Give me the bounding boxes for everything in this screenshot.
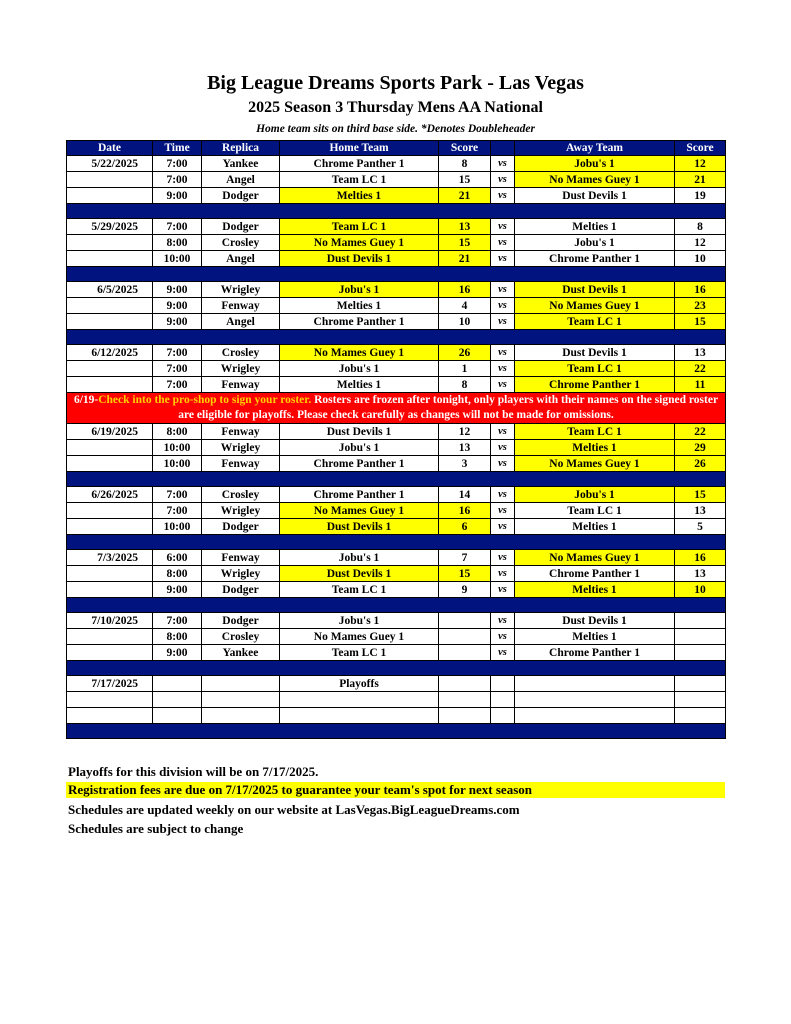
vs-label: vs xyxy=(491,188,515,204)
vs-label: vs xyxy=(491,440,515,456)
home-team: No Mames Guey 1 xyxy=(280,629,439,645)
game-row xyxy=(67,377,726,393)
away-team: Melties 1 xyxy=(515,440,675,456)
game-row xyxy=(67,361,726,377)
game-time: 7:00 xyxy=(153,156,202,172)
game-time xyxy=(153,708,202,724)
game-date: 6/19/2025 xyxy=(67,424,153,440)
away-team xyxy=(515,692,675,708)
game-time: 7:00 xyxy=(153,172,202,188)
home-team: Chrome Panther 1 xyxy=(280,314,439,330)
away-score: 21 xyxy=(675,172,726,188)
vs-label: vs xyxy=(491,629,515,645)
home-score: 1 xyxy=(439,361,491,377)
roster-notice xyxy=(67,393,726,424)
game-replica: Fenway xyxy=(202,550,280,566)
away-score xyxy=(675,613,726,629)
home-score: 4 xyxy=(439,298,491,314)
away-team xyxy=(515,676,675,692)
home-score: 21 xyxy=(439,251,491,267)
separator-bar xyxy=(67,724,726,739)
home-score: 14 xyxy=(439,487,491,503)
away-score: 26 xyxy=(675,456,726,472)
schedule-body xyxy=(67,156,726,739)
home-score: 12 xyxy=(439,424,491,440)
game-replica: Fenway xyxy=(202,456,280,472)
game-replica: Wrigley xyxy=(202,282,280,298)
away-score: 29 xyxy=(675,440,726,456)
game-replica xyxy=(202,676,280,692)
away-score: 8 xyxy=(675,219,726,235)
away-score: 10 xyxy=(675,582,726,598)
game-row xyxy=(67,298,726,314)
week-separator xyxy=(67,598,726,613)
away-team: Melties 1 xyxy=(515,629,675,645)
game-replica: Wrigley xyxy=(202,361,280,377)
away-score xyxy=(675,676,726,692)
vs-label xyxy=(491,676,515,692)
notice-date: 6/19- xyxy=(73,394,99,406)
away-team xyxy=(515,708,675,724)
game-time: 10:00 xyxy=(153,251,202,267)
home-score: 15 xyxy=(439,566,491,582)
game-replica: Crosley xyxy=(202,629,280,645)
vs-label: vs xyxy=(491,424,515,440)
away-team: Team LC 1 xyxy=(515,424,675,440)
away-team: Team LC 1 xyxy=(515,503,675,519)
away-score: 16 xyxy=(675,550,726,566)
separator-bar xyxy=(67,472,726,487)
vs-label: vs xyxy=(491,645,515,661)
game-row xyxy=(67,629,726,645)
game-replica: Dodger xyxy=(202,219,280,235)
home-team: Jobu's 1 xyxy=(280,550,439,566)
roster-notice-row xyxy=(67,393,726,424)
game-time: 8:00 xyxy=(153,629,202,645)
home-team: Team LC 1 xyxy=(280,172,439,188)
col-time: Time xyxy=(153,141,202,156)
game-replica: Fenway xyxy=(202,298,280,314)
game-replica: Fenway xyxy=(202,424,280,440)
col-home-score: Score xyxy=(439,141,491,156)
home-score: 16 xyxy=(439,282,491,298)
home-score: 15 xyxy=(439,172,491,188)
col-away-score: Score xyxy=(675,141,726,156)
away-team: No Mames Guey 1 xyxy=(515,172,675,188)
vs-label: vs xyxy=(491,345,515,361)
vs-label: vs xyxy=(491,550,515,566)
game-date xyxy=(67,235,153,251)
vs-label: vs xyxy=(491,456,515,472)
away-team: Dust Devils 1 xyxy=(515,282,675,298)
home-score xyxy=(439,692,491,708)
home-team: Jobu's 1 xyxy=(280,282,439,298)
home-team: No Mames Guey 1 xyxy=(280,345,439,361)
home-team: Chrome Panther 1 xyxy=(280,156,439,172)
vs-label: vs xyxy=(491,219,515,235)
vs-label xyxy=(491,692,515,708)
game-date xyxy=(67,377,153,393)
game-date xyxy=(67,566,153,582)
game-row xyxy=(67,487,726,503)
game-row xyxy=(67,156,726,172)
game-replica: Fenway xyxy=(202,377,280,393)
away-score: 13 xyxy=(675,345,726,361)
home-team: No Mames Guey 1 xyxy=(280,503,439,519)
home-score: 15 xyxy=(439,235,491,251)
game-replica: Angel xyxy=(202,314,280,330)
home-team: Jobu's 1 xyxy=(280,361,439,377)
away-score: 13 xyxy=(675,566,726,582)
away-score: 15 xyxy=(675,314,726,330)
home-team: Team LC 1 xyxy=(280,645,439,661)
away-team: No Mames Guey 1 xyxy=(515,550,675,566)
page-subtitle: 2025 Season 3 Thursday Mens AA National xyxy=(248,99,543,116)
game-time: 7:00 xyxy=(153,361,202,377)
game-replica: Wrigley xyxy=(202,440,280,456)
header-row xyxy=(67,141,726,156)
home-score: 8 xyxy=(439,377,491,393)
away-score: 5 xyxy=(675,519,726,535)
game-row xyxy=(67,424,726,440)
away-team: Chrome Panther 1 xyxy=(515,645,675,661)
vs-label xyxy=(491,708,515,724)
game-replica: Dodger xyxy=(202,519,280,535)
home-team: Melties 1 xyxy=(280,377,439,393)
home-team: Jobu's 1 xyxy=(280,440,439,456)
away-team: Chrome Panther 1 xyxy=(515,251,675,267)
game-replica: Yankee xyxy=(202,156,280,172)
away-score: 19 xyxy=(675,188,726,204)
change-note: Schedules are subject to change xyxy=(68,821,244,836)
vs-label: vs xyxy=(491,377,515,393)
game-row xyxy=(67,219,726,235)
game-date xyxy=(67,172,153,188)
away-team: Chrome Panther 1 xyxy=(515,377,675,393)
game-time: 7:00 xyxy=(153,377,202,393)
week-separator xyxy=(67,661,726,676)
home-team: Melties 1 xyxy=(280,188,439,204)
away-team: Melties 1 xyxy=(515,582,675,598)
game-date: 6/12/2025 xyxy=(67,345,153,361)
away-score: 15 xyxy=(675,487,726,503)
home-score: 3 xyxy=(439,456,491,472)
away-team: No Mames Guey 1 xyxy=(515,298,675,314)
game-row xyxy=(67,235,726,251)
home-team: Dust Devils 1 xyxy=(280,519,439,535)
game-date: 5/29/2025 xyxy=(67,219,153,235)
game-date xyxy=(67,645,153,661)
away-score xyxy=(675,692,726,708)
home-team xyxy=(280,692,439,708)
vs-label: vs xyxy=(491,235,515,251)
vs-label: vs xyxy=(491,298,515,314)
home-score: 9 xyxy=(439,582,491,598)
away-score xyxy=(675,629,726,645)
game-row xyxy=(67,314,726,330)
away-score: 11 xyxy=(675,377,726,393)
home-score: 10 xyxy=(439,314,491,330)
game-date: 7/10/2025 xyxy=(67,613,153,629)
home-score: 7 xyxy=(439,550,491,566)
home-team: Dust Devils 1 xyxy=(280,566,439,582)
game-date xyxy=(67,692,153,708)
home-team: Dust Devils 1 xyxy=(280,251,439,267)
game-date xyxy=(67,440,153,456)
away-team: Team LC 1 xyxy=(515,314,675,330)
col-away-team: Away Team xyxy=(515,141,675,156)
home-team: Playoffs xyxy=(280,676,439,692)
game-row xyxy=(67,519,726,535)
home-team: Team LC 1 xyxy=(280,219,439,235)
vs-label: vs xyxy=(491,156,515,172)
home-score: 21 xyxy=(439,188,491,204)
game-time: 7:00 xyxy=(153,219,202,235)
game-time: 10:00 xyxy=(153,519,202,535)
away-team: Dust Devils 1 xyxy=(515,613,675,629)
game-row xyxy=(67,550,726,566)
game-time xyxy=(153,676,202,692)
game-time: 9:00 xyxy=(153,314,202,330)
game-time: 10:00 xyxy=(153,456,202,472)
game-row xyxy=(67,188,726,204)
home-team: Chrome Panther 1 xyxy=(280,456,439,472)
separator-bar xyxy=(67,598,726,613)
away-score: 13 xyxy=(675,503,726,519)
game-date xyxy=(67,361,153,377)
game-date xyxy=(67,582,153,598)
away-team: Dust Devils 1 xyxy=(515,345,675,361)
game-row xyxy=(67,251,726,267)
playoffs-note: Playoffs for this division will be on 7/17/2025. xyxy=(68,764,319,779)
vs-label: vs xyxy=(491,251,515,267)
home-team: Dust Devils 1 xyxy=(280,424,439,440)
week-separator xyxy=(67,204,726,219)
game-date xyxy=(67,188,153,204)
game-row xyxy=(67,645,726,661)
col-vs xyxy=(491,141,515,156)
game-replica: Wrigley xyxy=(202,566,280,582)
game-time: 9:00 xyxy=(153,188,202,204)
game-time: 8:00 xyxy=(153,566,202,582)
vs-label: vs xyxy=(491,361,515,377)
week-separator xyxy=(67,535,726,550)
notice-checkin: Check into the pro-shop to sign your roster. xyxy=(98,394,312,406)
game-time: 7:00 xyxy=(153,503,202,519)
home-team: No Mames Guey 1 xyxy=(280,235,439,251)
game-time: 9:00 xyxy=(153,298,202,314)
game-time: 7:00 xyxy=(153,345,202,361)
page-title: Big League Dreams Sports Park - Las Vegas xyxy=(207,72,584,94)
game-row xyxy=(67,582,726,598)
away-score: 23 xyxy=(675,298,726,314)
vs-label: vs xyxy=(491,566,515,582)
game-row xyxy=(67,440,726,456)
vs-label: vs xyxy=(491,172,515,188)
game-time: 9:00 xyxy=(153,282,202,298)
game-row xyxy=(67,345,726,361)
game-date xyxy=(67,629,153,645)
separator-bar xyxy=(67,330,726,345)
col-replica: Replica xyxy=(202,141,280,156)
away-score: 12 xyxy=(675,235,726,251)
away-score xyxy=(675,645,726,661)
week-separator xyxy=(67,330,726,345)
away-score: 16 xyxy=(675,282,726,298)
game-date: 7/17/2025 xyxy=(67,676,153,692)
game-replica: Crosley xyxy=(202,345,280,361)
week-separator xyxy=(67,267,726,282)
vs-label: vs xyxy=(491,519,515,535)
game-row xyxy=(67,566,726,582)
week-separator xyxy=(67,472,726,487)
vs-label: vs xyxy=(491,282,515,298)
game-time: 8:00 xyxy=(153,235,202,251)
home-score: 8 xyxy=(439,156,491,172)
game-date xyxy=(67,456,153,472)
home-score xyxy=(439,613,491,629)
game-replica: Crosley xyxy=(202,235,280,251)
game-replica: Angel xyxy=(202,251,280,267)
website-note: Schedules are updated weekly on our website at LasVegas.BigLeagueDreams.com xyxy=(68,802,520,817)
away-score: 12 xyxy=(675,156,726,172)
week-separator xyxy=(67,724,726,739)
game-replica: Wrigley xyxy=(202,503,280,519)
game-time: 7:00 xyxy=(153,613,202,629)
away-team: Jobu's 1 xyxy=(515,487,675,503)
away-team: Melties 1 xyxy=(515,219,675,235)
home-score xyxy=(439,629,491,645)
vs-label: vs xyxy=(491,314,515,330)
home-team xyxy=(280,708,439,724)
game-row xyxy=(67,613,726,629)
home-score: 26 xyxy=(439,345,491,361)
game-date xyxy=(67,298,153,314)
home-team: Melties 1 xyxy=(280,298,439,314)
game-time: 9:00 xyxy=(153,645,202,661)
home-score: 13 xyxy=(439,219,491,235)
game-row xyxy=(67,172,726,188)
home-score: 6 xyxy=(439,519,491,535)
away-team: Chrome Panther 1 xyxy=(515,566,675,582)
game-row xyxy=(67,282,726,298)
game-row xyxy=(67,456,726,472)
game-time: 9:00 xyxy=(153,582,202,598)
game-date xyxy=(67,503,153,519)
registration-note: Registration fees are due on 7/17/2025 to guarantee your team's spot for next season xyxy=(66,782,725,798)
game-replica: Dodger xyxy=(202,582,280,598)
game-date xyxy=(67,708,153,724)
game-replica xyxy=(202,708,280,724)
away-score: 22 xyxy=(675,424,726,440)
game-time: 6:00 xyxy=(153,550,202,566)
game-date xyxy=(67,519,153,535)
separator-bar xyxy=(67,267,726,282)
home-score: 13 xyxy=(439,440,491,456)
home-score xyxy=(439,708,491,724)
game-row xyxy=(67,708,726,724)
game-time: 8:00 xyxy=(153,424,202,440)
away-score: 10 xyxy=(675,251,726,267)
separator-bar xyxy=(67,204,726,219)
home-score xyxy=(439,676,491,692)
away-score xyxy=(675,708,726,724)
game-replica xyxy=(202,692,280,708)
separator-bar xyxy=(67,661,726,676)
col-date: Date xyxy=(67,141,153,156)
game-time xyxy=(153,692,202,708)
away-team: Dust Devils 1 xyxy=(515,188,675,204)
game-date: 6/5/2025 xyxy=(67,282,153,298)
game-date: 7/3/2025 xyxy=(67,550,153,566)
col-home-team: Home Team xyxy=(280,141,439,156)
game-replica: Yankee xyxy=(202,645,280,661)
game-replica: Crosley xyxy=(202,487,280,503)
home-team: Jobu's 1 xyxy=(280,613,439,629)
vs-label: vs xyxy=(491,503,515,519)
schedule-table xyxy=(66,140,726,739)
game-row xyxy=(67,503,726,519)
game-time: 7:00 xyxy=(153,487,202,503)
away-score: 22 xyxy=(675,361,726,377)
away-team: Jobu's 1 xyxy=(515,235,675,251)
away-team: Team LC 1 xyxy=(515,361,675,377)
game-time: 10:00 xyxy=(153,440,202,456)
away-team: Jobu's 1 xyxy=(515,156,675,172)
game-date: 6/26/2025 xyxy=(67,487,153,503)
notice-text: Rosters are frozen after tonight, only players with their names on the signed roster are eligible for playoffs. Please check carefully as changes will not be made for omissions. xyxy=(178,394,719,421)
vs-label: vs xyxy=(491,613,515,629)
separator-bar xyxy=(67,535,726,550)
game-date xyxy=(67,251,153,267)
game-replica: Dodger xyxy=(202,188,280,204)
game-date: 5/22/2025 xyxy=(67,156,153,172)
game-row xyxy=(67,692,726,708)
away-team: No Mames Guey 1 xyxy=(515,456,675,472)
home-team: Team LC 1 xyxy=(280,582,439,598)
away-team: Melties 1 xyxy=(515,519,675,535)
home-score xyxy=(439,645,491,661)
game-replica: Dodger xyxy=(202,613,280,629)
game-replica: Angel xyxy=(202,172,280,188)
home-score: 16 xyxy=(439,503,491,519)
seating-note: Home team sits on third base side. *Denotes Doubleheader xyxy=(256,123,535,135)
vs-label: vs xyxy=(491,582,515,598)
game-row xyxy=(67,676,726,692)
game-date xyxy=(67,314,153,330)
vs-label: vs xyxy=(491,487,515,503)
home-team: Chrome Panther 1 xyxy=(280,487,439,503)
